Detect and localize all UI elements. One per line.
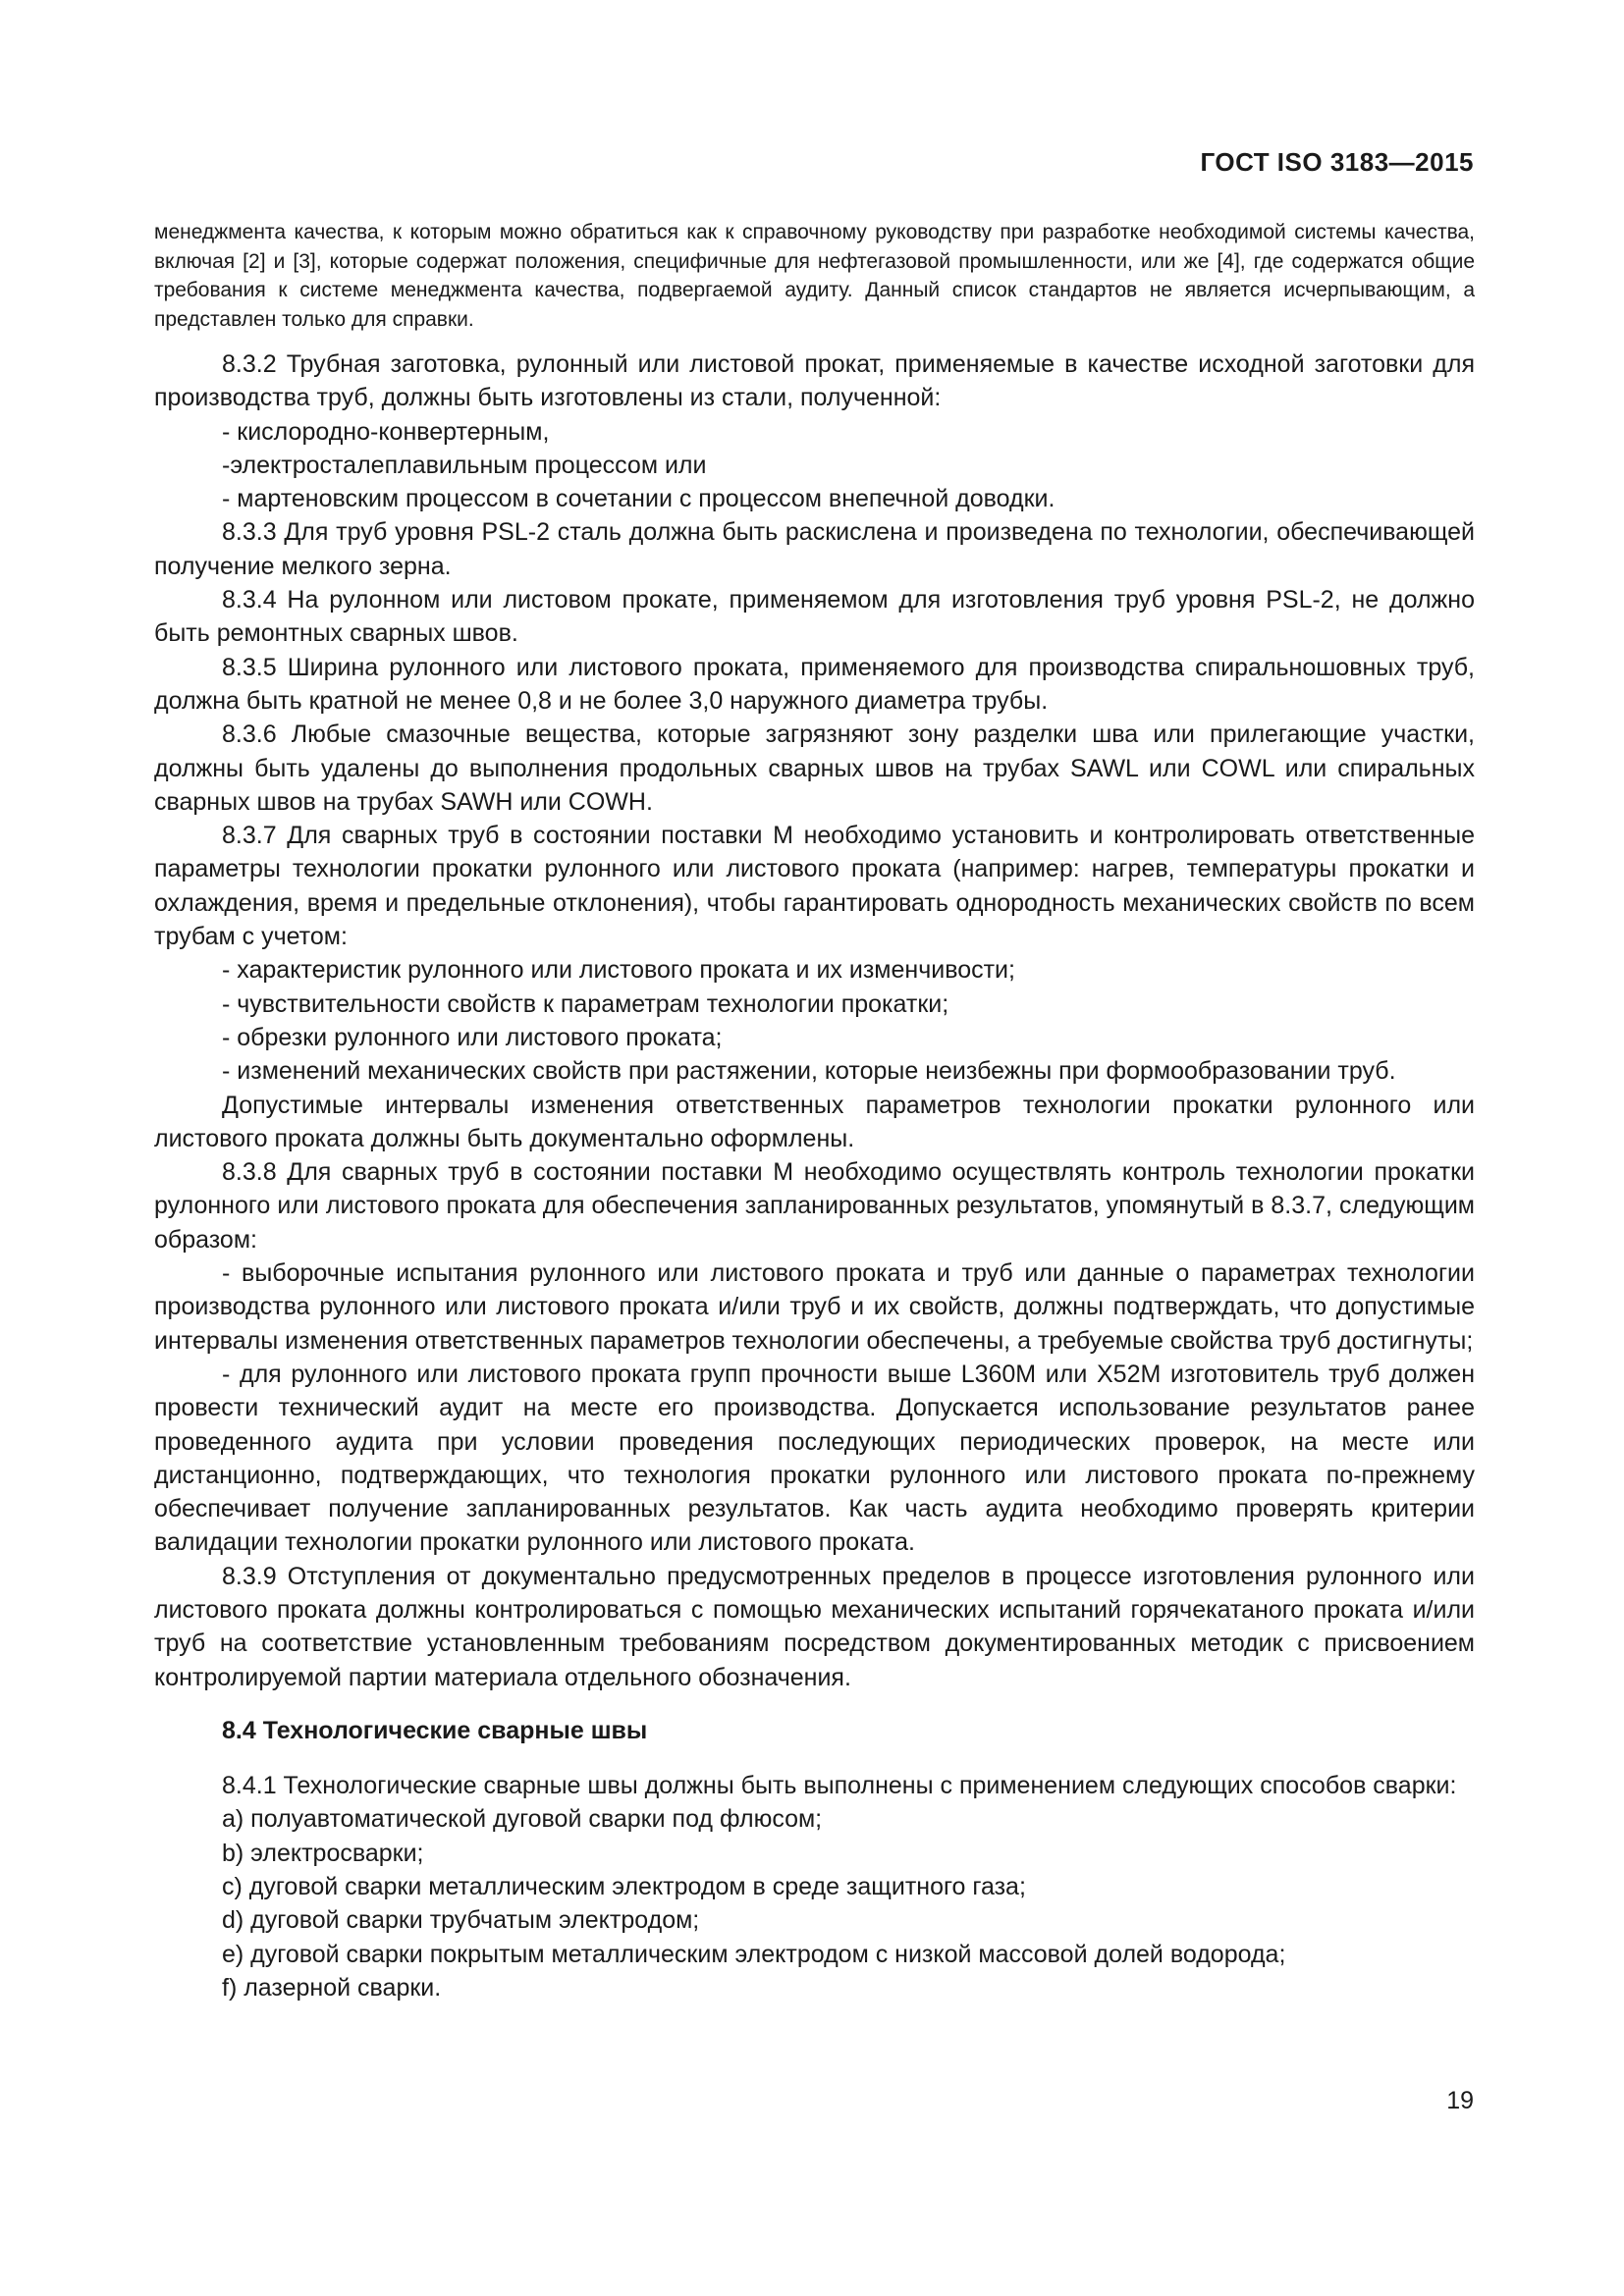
clause-8-3-7: 8.3.7 Для сварных труб в состоянии поставки M необходимо установить и контролировать ответственные параметры технологии прокатки рулонного или листового проката (например: нагрев, температуры прокатки и охлаждения, время и предельные отклонения), чтобы гарантировать однородность механических свойств по всем трубам с учетом:	[154, 822, 1475, 951]
list-item: e) дуговой сварки покрытым металлическим электродом с низкой массовой долей водорода;	[222, 1940, 1286, 1968]
clause-8-3-2: 8.3.2 Трубная заготовка, рулонный или листовой прокат, применяемые в качестве исходной заготовки для производства труб, должны быть изготовлены из стали, полученной:	[154, 350, 1475, 412]
clause-8-3-5: 8.3.5 Ширина рулонного или листового проката, применяемого для производства спиральношовных труб, должна быть кратной не менее 0,8 и не более 3,0 наружного диаметра трубы.	[154, 653, 1475, 715]
list-item: - характеристик рулонного или листового проката и их изменчивости;	[222, 956, 1015, 985]
list-item: a) полуавтоматической дуговой сварки под флюсом;	[222, 1805, 823, 1834]
list-item: - обрезки рулонного или листового проката;	[222, 1023, 723, 1051]
list-item: b) электросварки;	[222, 1839, 424, 1867]
document-body	[154, 218, 1475, 2004]
list-item: f) лазерной сварки.	[222, 1973, 442, 2002]
intro-paragraph: менеджмента качества, к которым можно обратиться как к справочному руководству при разработке необходимой системы качества, включая [2] и [3], которые содержат положения, специфичные для нефтегазовой промышленности, или же [4], где содержатся общие требования к системе менеджмента качества, подвергаемой аудиту. Данный список стандартов не является исчерпывающим, а представлен только для справки.	[154, 221, 1475, 331]
clause-8-3-9: 8.3.9 Отступления от документально предусмотренных пределов в процессе изготовления рулонного или листового проката должны контролироваться с помощью механических испытаний горячекатаного проката и/или труб на соответствие установленным требованиям посредством документированных методик с присвоением контролируемой партии материала отдельного обозначения.	[154, 1562, 1475, 1691]
list-item: - изменений механических свойств при растяжении, которые неизбежны при формообразовании труб.	[222, 1057, 1396, 1086]
list-item: - чувствительности свойств к параметрам технологии прокатки;	[222, 989, 949, 1018]
clause-8-3-3: 8.3.3 Для труб уровня PSL-2 сталь должна быть раскислена и произведена по технологии, обеспечивающей получение мелкого зерна.	[154, 518, 1475, 580]
clause-8-3-4: 8.3.4 На рулонном или листовом прокате, применяемом для изготовления труб уровня PSL-2, не должно быть ремонтных сварных швов.	[154, 586, 1475, 648]
clause-8-4-1: 8.4.1 Технологические сварные швы должны быть выполнены с применением следующих способов сварки:	[222, 1772, 1457, 1800]
clause-8-3-8-item-1: - выборочные испытания рулонного или листового проката и труб или данные о параметрах технологии производства рулонного или листового проката и/или труб и их свойств, должны подтверждать, что допустимые интервалы изменения ответственных параметров технологии обеспечены, а требуемые свойства труб достигнуты;	[154, 1259, 1475, 1355]
list-item: - кислородно-конвертерным,	[222, 417, 550, 446]
list-item: d) дуговой сварки трубчатым электродом;	[222, 1906, 700, 1935]
list-item: - мартеновским процессом в сочетании с процессом внепечной доводки.	[222, 485, 1056, 513]
page-number: 19	[1446, 2087, 1474, 2114]
section-heading-8-4: 8.4 Технологические сварные швы	[222, 1716, 648, 1744]
clause-8-3-8: 8.3.8 Для сварных труб в состоянии поставки M необходимо осуществлять контроль технологии прокатки рулонного или листового проката для обеспечения запланированных результатов, упомянутый в 8.3.7, следующим образом:	[154, 1158, 1475, 1254]
clause-8-3-7-closing: Допустимые интервалы изменения ответственных параметров технологии прокатки рулонного или листового проката должны быть документально оформлены.	[154, 1091, 1475, 1152]
clause-8-3-8-item-2: - для рулонного или листового проката групп прочности выше L360M или X52M изготовитель труб должен провести технический аудит на месте его производства. Допускается использование результатов ранее проведенного аудита при условии проведения последующих периодических проверок, на месте или дистанционно, подтверждающих, что технология прокатки рулонного или листового проката по-прежнему обеспечивает получение запланированных результатов. Как часть аудита необходимо проверять критерии валидации технологии прокатки рулонного или листового проката.	[154, 1360, 1475, 1557]
clause-8-3-6: 8.3.6 Любые смазочные вещества, которые загрязняют зону разделки шва или прилегающие участки, должны быть удалены до выполнения продольных сварных швов на трубах SAWL или COWL или спиральных сварных швов на трубах SAWH или COWH.	[154, 721, 1475, 816]
standard-header: ГОСТ ISO 3183—2015	[1200, 147, 1474, 177]
list-item: c) дуговой сварки металлическим электродом в среде защитного газа;	[222, 1873, 1026, 1901]
list-item: -электросталеплавильным процессом или	[222, 451, 707, 479]
